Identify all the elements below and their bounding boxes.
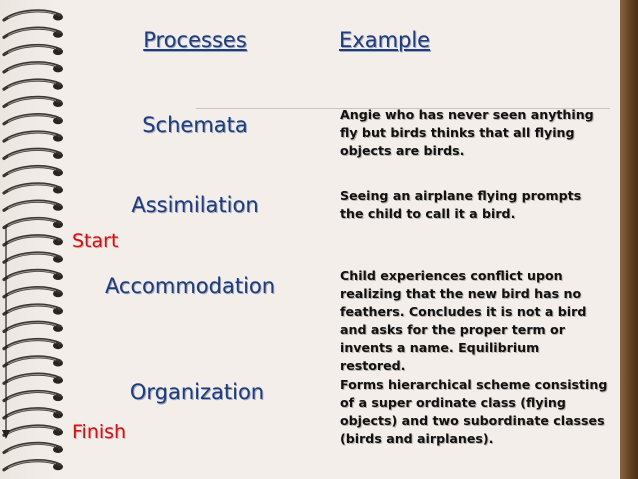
example-accommodation: Child experiences conflict upon realizing that the new bird has no feathers. Concludes it is not a bird and asks for the proper term or invents a name. Equilibrium restored. — [340, 268, 587, 373]
example-header: Example — [339, 28, 431, 52]
process-assimilation: Assimilation — [131, 193, 259, 217]
process-schemata: Schemata — [142, 113, 248, 137]
process-organization: Organization — [129, 380, 265, 404]
wood-border — [620, 0, 638, 479]
finish-marker: Finish — [72, 421, 127, 443]
processes-header: Processes — [143, 28, 247, 52]
example-organization: Forms hierarchical scheme consisting of a super ordinate class (flying objects) and two subordinate classes (birds and airplanes). — [340, 377, 608, 446]
process-accommodation: Accommodation — [104, 274, 276, 298]
down-arrow-icon — [0, 0, 20, 479]
example-schemata: Angie who has never seen anything fly but birds thinks that all flying objects are birds. — [340, 107, 594, 158]
example-assimilation: Seeing an airplane flying prompts the child to call it a bird. — [340, 188, 582, 221]
start-marker: Start — [72, 230, 119, 252]
